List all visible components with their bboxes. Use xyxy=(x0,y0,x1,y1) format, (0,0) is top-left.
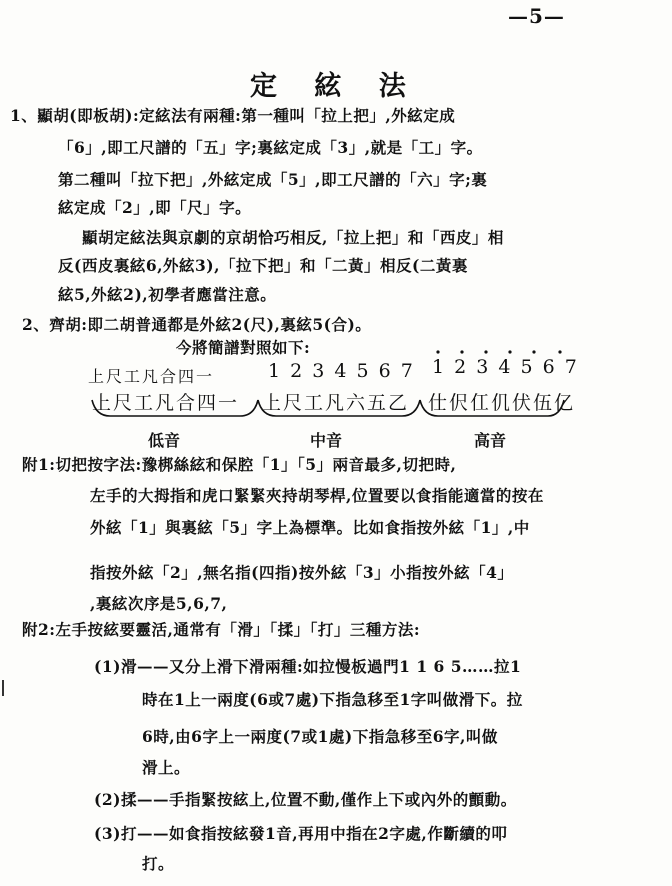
text-line: 顯胡定絃法與京劇的京胡恰巧相反,「拉上把」和「西皮」相 xyxy=(82,228,504,247)
scale-mid-label: 中音 xyxy=(310,431,343,450)
scale-low-label: 低音 xyxy=(148,431,181,450)
text-line: 1、顯胡(即板胡):定絃法有兩種:第一種叫「拉上把」,外絃定成 xyxy=(10,106,456,125)
text-line: 滑上。 xyxy=(142,758,191,777)
text-line: 附2:左手按絃要靈活,通常有「滑」「揉」「打」三種方法: xyxy=(22,620,421,639)
text-line: 6時,由6字上一兩度(7或1處)下指急移至6字,叫做 xyxy=(142,727,498,746)
high-dot xyxy=(436,350,439,353)
scale-high-label: 高音 xyxy=(474,431,507,450)
text-line: 反(西皮裏絃6,外絃3),「拉下把」和「二黃」相反(二黃裏 xyxy=(58,256,468,275)
page-number: —5— xyxy=(508,4,565,28)
text-line: 附1:切把按字法:豫梆絲絃和保腔「1」「5」兩音最多,切把時, xyxy=(22,455,457,474)
text-line: (1)滑——又分上滑下滑兩種:如拉慢板過門1 1 6 5……拉1 xyxy=(94,657,522,676)
bracket-low-middle xyxy=(92,400,258,416)
text-line: 2、齊胡:即二胡普通都是外絃2(尺),裏絃5(合)。 xyxy=(22,315,372,334)
scale-low-gongche-upper: 上尺工凡合四一 xyxy=(88,367,215,386)
page-title: 定 絃 法 xyxy=(250,71,420,102)
text-line: 指按外絃「2」,無名指(四指)按外絃「3」小指按外絃「4」 xyxy=(90,563,514,582)
margin-mark xyxy=(2,680,4,696)
text-line: 今將簡譜對照如下: xyxy=(176,338,311,357)
scale-mid-numbers: 1 2 3 4 5 6 7 xyxy=(268,360,415,382)
text-line: 打。 xyxy=(142,854,175,873)
text-line: 絃5,外絃2),初學者應當注意。 xyxy=(58,285,277,304)
text-line: 左手的大拇指和虎口緊緊夾持胡琴桿,位置要以食指能適當的按在 xyxy=(90,486,544,505)
text-line: 第二種叫「拉下把」,外絃定成「5」,即工尺譜的「六」字;裏 xyxy=(58,170,488,189)
text-line: ,裏絃次序是5,6,7, xyxy=(90,594,228,613)
text-line: 「6」,即工尺譜的「五」字;裏絃定成「3」,就是「工」字。 xyxy=(58,138,483,157)
text-line: 時在1上一兩度(6或7處)下指急移至1字叫做滑下。拉 xyxy=(142,690,523,709)
high-dot xyxy=(532,350,535,353)
high-dot xyxy=(460,350,463,353)
bracket-high-end xyxy=(420,400,564,416)
high-dot xyxy=(558,350,561,353)
bracket-middle-high xyxy=(258,400,420,416)
text-line: 外絃「1」與裏絃「5」字上為標準。比如食指按外絃「1」,中 xyxy=(90,518,530,537)
high-dot xyxy=(484,350,487,353)
scale-high-numbers: 1 2 3 4 5 6 7 xyxy=(432,356,579,378)
scale-high-gongche: 仕伬仜仉伏伍亿 xyxy=(428,392,576,414)
text-line: (2)揉——手指緊按絃上,位置不動,僅作上下或內外的顫動。 xyxy=(94,790,517,809)
high-dot xyxy=(508,350,511,353)
scale-low-gongche: 上尺工凡合四一 xyxy=(92,392,240,414)
scale-mid-gongche: 上尺工凡六五乙 xyxy=(262,392,410,414)
text-line: 絃定成「2」,即「尺」字。 xyxy=(58,198,252,217)
text-line: (3)打——如食指按絃發1音,再用中指在2字處,作斷續的叩 xyxy=(94,824,508,843)
